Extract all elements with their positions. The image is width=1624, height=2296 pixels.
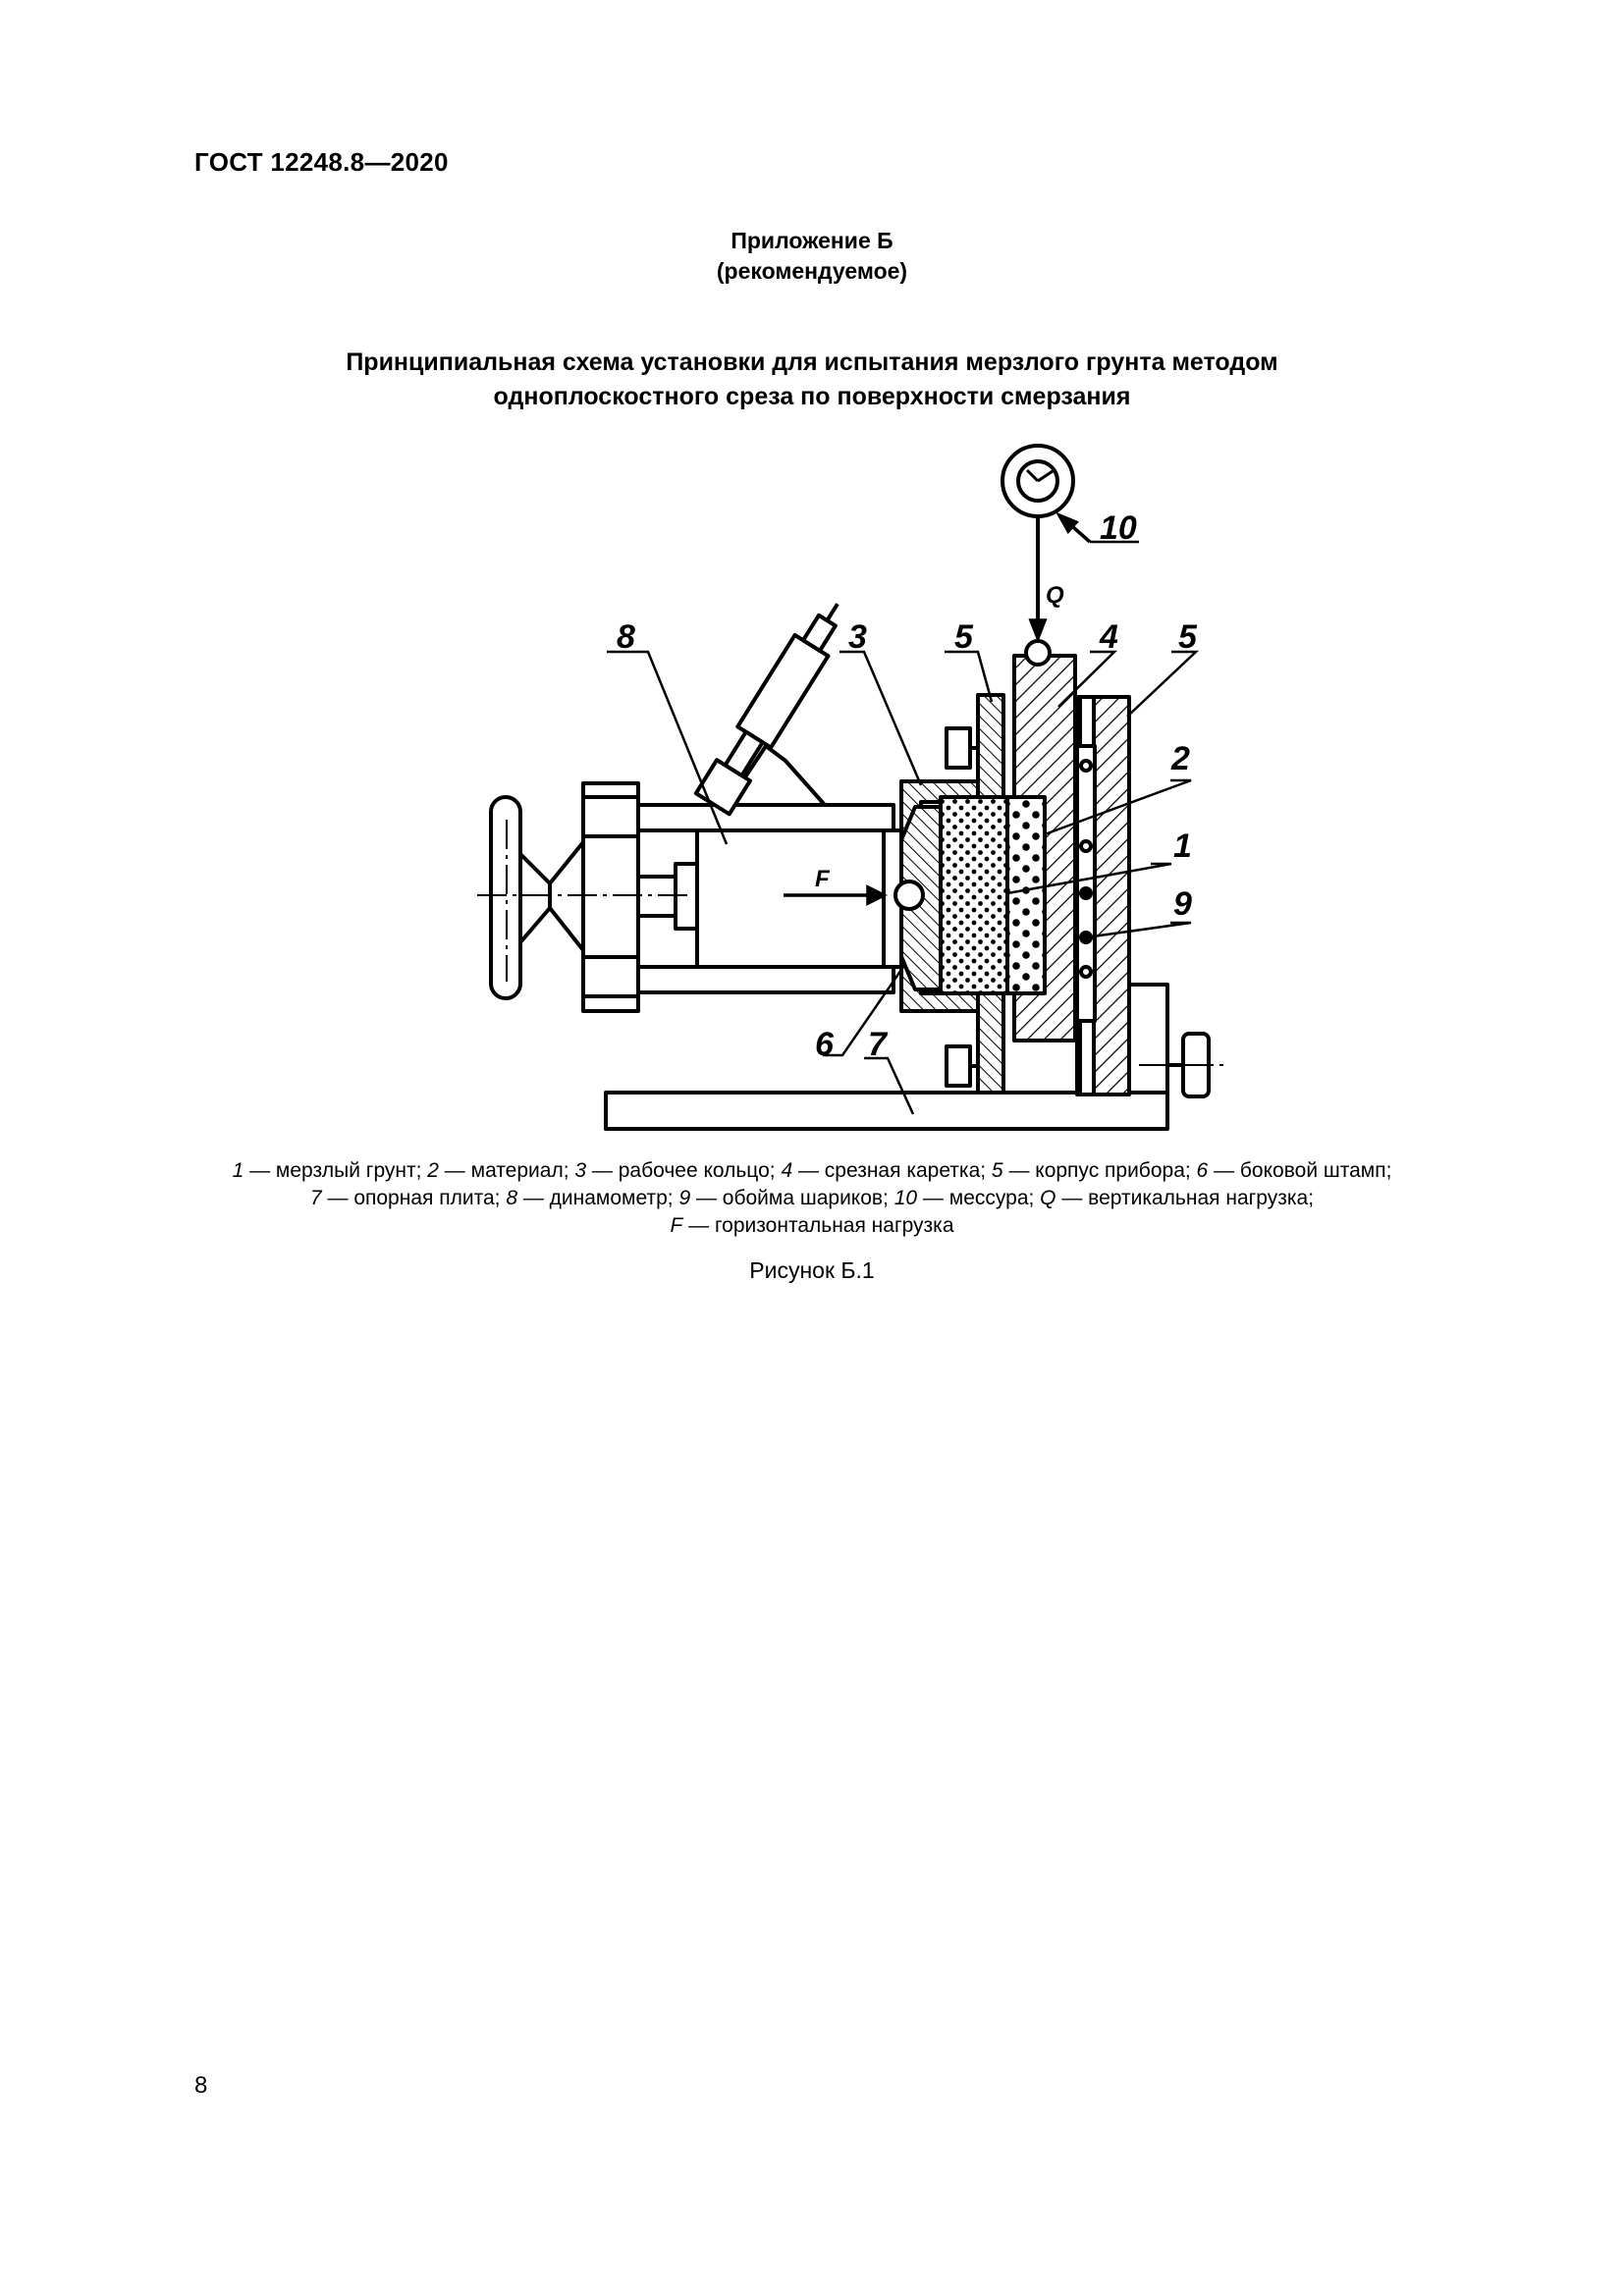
legend-line-2: 7 — опорная плита; 8 — динамометр; 9 — обойма шариков; 10 — мессура; Q — вертикальная нагрузка; (309, 1187, 1315, 1209)
page-number: 8 (194, 2072, 208, 2099)
legend-line-1: 1 — мерзлый грунт; 2 — материал; 3 — рабочее кольцо; 4 — срезная каретка; 5 — корпус прибора; 6 — боковой штамп; (232, 1159, 1392, 1182)
callout-4: 4 (1100, 618, 1118, 656)
callout-f: F (815, 866, 830, 892)
figure-title-line-1: Принципиальная схема установки для испытания мерзлого грунта методом (346, 348, 1278, 376)
frozen-soil (941, 797, 1007, 993)
appendix-title: Приложение Б (731, 228, 893, 253)
callout-1: 1 (1173, 828, 1192, 865)
ball-cage (1077, 746, 1095, 1021)
callout-8: 8 (617, 618, 635, 656)
document-header: ГОСТ 12248.8—2020 (194, 147, 449, 177)
base-plate (606, 1093, 1167, 1129)
callout-10: 10 (1100, 509, 1137, 547)
callout-5-right: 5 (1178, 618, 1197, 656)
callout-5-left: 5 (954, 618, 973, 656)
callout-6: 6 (815, 1026, 834, 1063)
callout-q: Q (1046, 582, 1064, 609)
dynamometer (697, 830, 893, 967)
figure-title-line-2: одноплоскостного среза по поверхности смерзания (493, 383, 1131, 410)
callout-3: 3 (848, 618, 867, 656)
callout-7: 7 (868, 1026, 887, 1063)
callout-9: 9 (1173, 885, 1192, 923)
legend-line-3: F — горизонтальная нагрузка (670, 1214, 954, 1237)
appendix-status: (рекомендуемое) (716, 258, 908, 284)
callout-2: 2 (1171, 740, 1190, 777)
figure-caption: Рисунок Б.1 (749, 1257, 875, 1283)
material (1007, 797, 1045, 993)
